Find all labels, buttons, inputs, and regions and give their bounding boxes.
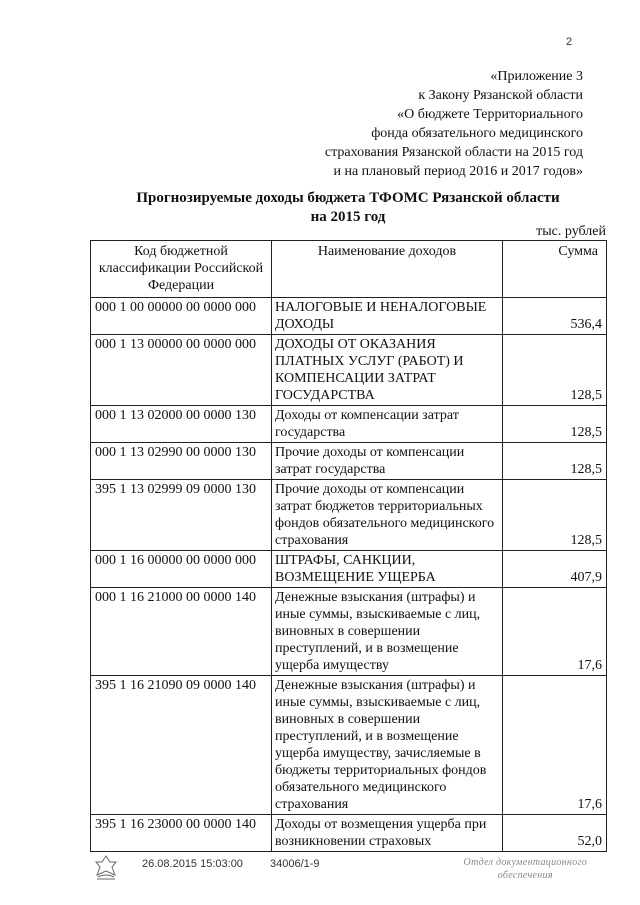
row-code: 395 1 16 23000 00 0000 140: [91, 815, 272, 852]
row-sum: 128,5: [503, 406, 607, 443]
row-code: 000 1 00 00000 00 0000 000: [91, 298, 272, 335]
table-row: [91, 480, 607, 551]
footer-stamp: [142, 858, 344, 870]
row-sum: 128,5: [503, 335, 607, 406]
footer-date: 26.08.2015 15:03:00: [142, 858, 243, 870]
appendix-line: «Приложение 3: [490, 69, 583, 84]
table-row: [91, 815, 607, 852]
appendix-line: и на плановый период 2016 и 2017 годов»: [333, 164, 583, 179]
row-sum: 52,0: [503, 815, 607, 852]
row-code: 000 1 16 00000 00 0000 000: [91, 551, 272, 588]
row-sum: 128,5: [503, 443, 607, 480]
row-sum: 128,5: [503, 480, 607, 551]
row-sum: 17,6: [503, 676, 607, 815]
row-name: Прочие доходы от компенсации затрат бюджетов территориальных фондов обязательного медицинского страхования: [272, 480, 503, 551]
appendix-line: к Закону Рязанской области: [418, 88, 583, 103]
row-code: 395 1 16 21090 09 0000 140: [91, 676, 272, 815]
footer-doc-number: 34006/1-9: [270, 858, 320, 870]
row-name: Прочие доходы от компенсации затрат государства: [272, 443, 503, 480]
table-row: [91, 335, 607, 406]
header-code: Код бюджетной классификации Российской Федерации: [91, 241, 272, 298]
units-label: тыс. рублей: [536, 224, 606, 239]
row-name: Денежные взыскания (штрафы) и иные суммы, взыскиваемые с лиц, виновных в совершении преступлений, и в возмещение ущерба имуществу: [272, 588, 503, 676]
row-name: Денежные взыскания (штрафы) и иные суммы, взыскиваемые с лиц, виновных в совершении преступлений, и в возмещение ущерба имуществу, зачисляемые в бюджеты территориальных фондов обязательного медицинского страхования: [272, 676, 503, 815]
document-title: [90, 189, 606, 227]
row-sum: 17,6: [503, 588, 607, 676]
row-sum: 407,9: [503, 551, 607, 588]
row-code: 000 1 13 02000 00 0000 130: [91, 406, 272, 443]
revenue-table: [90, 240, 607, 852]
page-number: 2: [566, 36, 573, 48]
appendix-line: «О бюджете Территориального: [397, 107, 583, 122]
row-sum: 536,4: [503, 298, 607, 335]
table-row: [91, 551, 607, 588]
footer-department-line-2: обеспечения: [497, 870, 553, 881]
table-header-row: [91, 241, 607, 298]
header-sum: Сумма: [503, 241, 607, 298]
appendix-line: фонда обязательного медицинского: [371, 126, 583, 141]
row-name: Доходы от компенсации затрат государства: [272, 406, 503, 443]
row-name: Доходы от возмещения ущерба при возникновении страховых: [272, 815, 503, 852]
header-name: Наименование доходов: [272, 241, 503, 298]
table-row: [91, 406, 607, 443]
appendix-line: страхования Рязанской области на 2015 год: [324, 145, 583, 160]
emblem-icon: [92, 853, 120, 881]
title-line-1: Прогнозируемые доходы бюджета ТФОМС Рязанской области: [136, 190, 560, 206]
table-row: [91, 588, 607, 676]
row-code: 000 1 13 02990 00 0000 130: [91, 443, 272, 480]
row-name: ШТРАФЫ, САНКЦИИ, ВОЗМЕЩЕНИЕ УЩЕРБА: [272, 551, 503, 588]
row-name: ДОХОДЫ ОТ ОКАЗАНИЯ ПЛАТНЫХ УСЛУГ (РАБОТ) И КОМПЕНСАЦИИ ЗАТРАТ ГОСУДАРСТВА: [272, 335, 503, 406]
row-code: 000 1 13 00000 00 0000 000: [91, 335, 272, 406]
table-row: [91, 298, 607, 335]
table-row: [91, 443, 607, 480]
row-code: 395 1 13 02999 09 0000 130: [91, 480, 272, 551]
title-line-2: на 2015 год: [310, 209, 386, 225]
footer-department-line-1: Отдел документационного: [463, 857, 587, 868]
table-row: [91, 676, 607, 815]
row-name: НАЛОГОВЫЕ И НЕНАЛОГОВЫЕ ДОХОДЫ: [272, 298, 503, 335]
row-code: 000 1 16 21000 00 0000 140: [91, 588, 272, 676]
appendix-header: [325, 67, 583, 181]
footer-department: [464, 856, 587, 882]
